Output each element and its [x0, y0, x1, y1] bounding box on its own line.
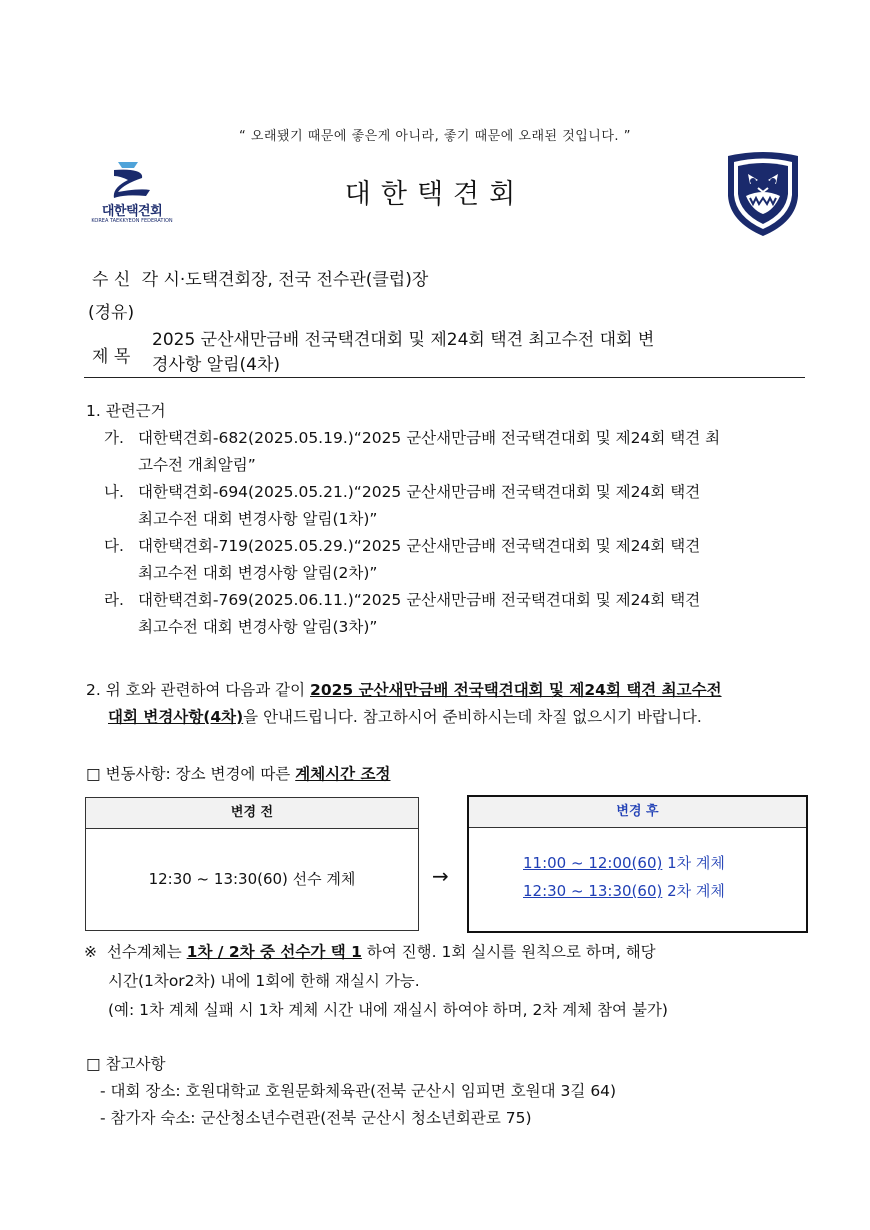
- note-text: 하여 진행. 1회 실시를 원칙으로 하며, 해당: [361, 943, 656, 961]
- note-mark: ※: [84, 943, 97, 961]
- subject-line: 2025 군산새만금배 전국택견대회 및 제24회 택견 최고수전 대회 변: [152, 330, 655, 350]
- dokkaebi-emblem-icon: [722, 148, 804, 238]
- item-marker: 나.: [104, 483, 124, 501]
- after-row: [523, 877, 806, 905]
- note: [84, 938, 814, 1025]
- after-time: 11:00 ~ 12:00(60): [523, 854, 663, 872]
- note-line: 시간(1차or2차) 내에 1회에 한해 재실시 가능.: [108, 972, 420, 990]
- change-label-text: □ 변동사항: 장소 변경에 따른: [86, 765, 296, 783]
- section2-emphasis: 대회 변경사항(4차): [108, 708, 244, 726]
- after-values: [469, 828, 806, 905]
- after-label: 1차 계체: [662, 854, 725, 872]
- item-text: 대한택견회-682(2025.05.19.)“2025 군산새만금배 전국택견대회 및 제24회 택견 최: [138, 429, 721, 447]
- item-text: 대한택견회-694(2025.05.21.)“2025 군산새만금배 전국택견대회 및 제24회 택견: [138, 483, 701, 501]
- list-item: [104, 587, 809, 614]
- federation-logo-subtext: KOREA TAEKKYEON FEDERATION: [91, 218, 173, 224]
- reference: [86, 1051, 616, 1132]
- item-marker: 라.: [104, 591, 124, 609]
- note-line: (예: 1차 계체 실패 시 1차 계체 시간 내에 재실시 하여야 하며, 2차 계체 참여 불가): [108, 1001, 668, 1019]
- arrow-icon: →: [432, 864, 449, 888]
- recipient-value: 각 시·도택견회장, 전국 전수관(클럽)장: [141, 270, 429, 290]
- slogan: “ 오래됐기 때문에 좋은게 아니라, 좋기 때문에 오래된 것입니다. ”: [239, 129, 631, 144]
- change-label-emphasis: 계체시간 조정: [295, 765, 391, 783]
- item-marker: 가.: [104, 429, 124, 447]
- via-label: (경유): [88, 303, 135, 323]
- federation-logo-text: 대한택견회: [101, 204, 163, 219]
- recipient-row: [92, 265, 428, 290]
- after-label: 2차 계체: [662, 882, 725, 900]
- change-label: [86, 761, 390, 788]
- subject-value: [152, 328, 654, 378]
- item-text-cont: 최고수전 대회 변경사항 알림(2차)”: [138, 564, 378, 582]
- note-text: 선수계체는: [106, 943, 187, 961]
- after-time: 12:30 ~ 13:30(60): [523, 882, 663, 900]
- note-emphasis: 1차 / 2차 중 선수가 택 1: [186, 943, 362, 961]
- reference-item: - 대회 장소: 호원대학교 호원문화체육관(전북 군산시 임피면 호원대 3길 64): [100, 1082, 617, 1100]
- item-text-cont: 최고수전 대회 변경사항 알림(1차)”: [138, 510, 378, 528]
- item-marker: 다.: [104, 537, 124, 555]
- section1-list: [104, 425, 809, 641]
- list-item: [104, 479, 809, 506]
- after-box: [467, 795, 808, 933]
- reference-heading: □ 참고사항: [86, 1055, 166, 1073]
- list-item: [104, 533, 809, 560]
- section2-suffix: 을 안내드립니다. 참고하시어 준비하시는데 차질 없으시기 바랍니다.: [243, 708, 702, 726]
- item-text-cont: 최고수전 대회 변경사항 알림(3차)”: [138, 618, 378, 636]
- before-value: 12:30 ~ 13:30(60) 선수 계체: [148, 870, 356, 888]
- item-text: 대한택견회-769(2025.06.11.)“2025 군산새만금배 전국택견대회 및 제24회 택견: [138, 591, 701, 609]
- item-text: 대한택견회-719(2025.05.29.)“2025 군산새만금배 전국택견대회 및 제24회 택견: [138, 537, 701, 555]
- subject-line: 경사항 알림(4차): [152, 355, 281, 375]
- section1-heading: 1. 관련근거: [86, 402, 166, 420]
- after-header: 변경 후: [469, 797, 806, 828]
- before-box: [85, 797, 419, 931]
- organization-title: 대한택견회: [344, 179, 526, 210]
- section2-paragraph: [86, 677, 810, 731]
- recipient-label: 수 신: [92, 270, 131, 290]
- section2-prefix: 2. 위 호와 관련하여 다음과 같이: [86, 681, 311, 699]
- after-row: [523, 849, 806, 877]
- header-divider: [84, 377, 805, 378]
- reference-item: - 참가자 숙소: 군산청소년수련관(전북 군산시 청소년회관로 75): [100, 1109, 532, 1127]
- before-header: 변경 전: [86, 798, 418, 829]
- list-item: [104, 425, 809, 452]
- subject-label: 제 목: [92, 347, 131, 367]
- item-text-cont: 고수전 개최알림”: [138, 456, 256, 474]
- section2-emphasis: 2025 군산새만금배 전국택견대회 및 제24회 택견 최고수전: [310, 681, 722, 699]
